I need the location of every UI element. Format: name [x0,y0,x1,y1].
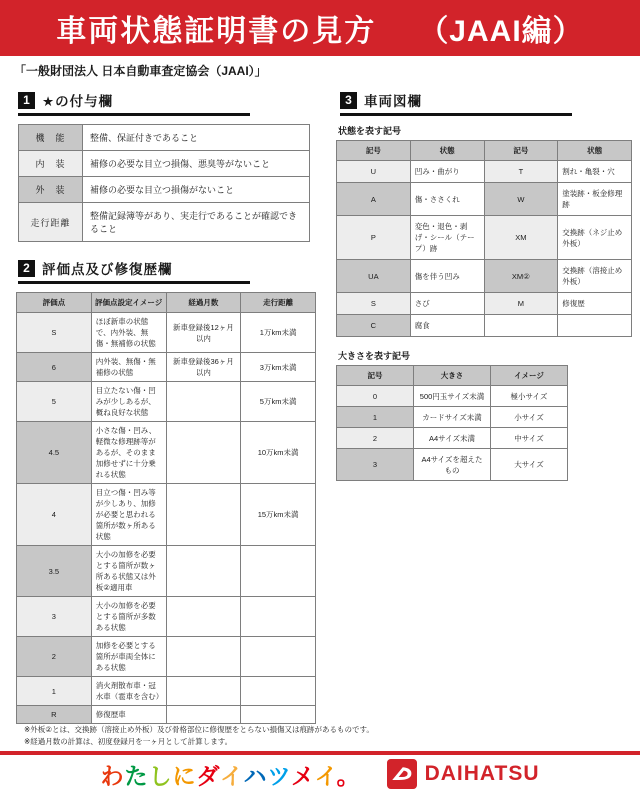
table-cell: 修復歴 [558,293,632,315]
table-cell: 走行距離 [19,203,83,242]
table-cell: 大サイズ [491,449,568,481]
table-cell: T [484,161,558,183]
table-header-cell: 状態 [558,141,632,161]
table-cell: C [337,315,411,337]
table-cell: 3万km未満 [241,353,316,382]
section-number-badge: 2 [18,260,35,277]
daihatsu-wordmark: DAIHATSU [424,762,540,786]
slogan-char: 。 [336,762,361,789]
slogan-char: ハ [243,762,268,789]
table-cell: カードサイズ未満 [414,407,491,428]
table-cell: 目立つ傷・凹み等が少しあり、加修が必要と思われる箇所が数ヶ所ある状態 [91,484,166,546]
table-cell: 消火剤散布車・冠水車（雹車を含む） [91,677,166,706]
section-grade-heading [18,258,250,284]
table-cell: 2 [17,637,92,677]
table-row [337,260,632,293]
table-cell [166,546,241,597]
size-symbols-caption: 大きさを表す記号 [338,351,411,361]
page-title-edition: （JAAI編） [418,15,584,48]
table-row [17,422,316,484]
table-cell [166,422,241,484]
section-star-heading [18,90,250,116]
table-header-cell: 大きさ [414,366,491,386]
table-cell: W [484,183,558,216]
table-cell [484,315,558,337]
table-cell: 整備記録簿等があり、実走行であることが確認できること [83,203,310,242]
table-cell: 2 [337,428,414,449]
table-cell: A [337,183,411,216]
table-cell: 塗装跡・板金修理跡 [558,183,632,216]
footnote-line: ※経過月数の計算は、初度登録月を一ヶ月として計算します。 [24,736,233,746]
table-cell [166,484,241,546]
table-cell: A4サイズを超えたもの [414,449,491,481]
table-header-cell: 評価点設定イメージ [91,293,166,313]
table-cell: 中サイズ [491,428,568,449]
state-symbols-header [337,141,632,161]
table-row [19,177,310,203]
table-cell: 新車登録後12ヶ月以内 [166,313,241,353]
left-column [14,83,320,724]
daihatsu-logo-icon [387,759,417,789]
table-cell: UA [337,260,411,293]
table-row [17,382,316,422]
table-row [337,161,632,183]
table-cell: U [337,161,411,183]
slogan-char: わ [100,762,125,789]
section-grade-title: 評価点及び修復歴欄 [42,262,173,277]
table-cell: 10万km未満 [241,422,316,484]
table-cell [166,597,241,637]
section-star-title: ★の付与欄 [42,94,114,109]
table-cell: 外 装 [19,177,83,203]
table-cell [241,706,316,724]
title-bar [0,0,640,56]
table-cell: 小サイズ [491,407,568,428]
table-cell: ほぼ新車の状態で、内外装、無傷・無補修の状態 [91,313,166,353]
table-cell: 大小の加修を必要とする箇所が数ヶ所ある状態又は外板②適用車 [91,546,166,597]
table-cell: XM② [484,260,558,293]
table-cell: 変色・退色・剥げ・シール（テープ）跡 [410,216,484,260]
table-cell: 内外装、無傷・無補修の状態 [91,353,166,382]
section-number-badge: 3 [340,92,357,109]
table-row [337,315,632,337]
table-cell: A4サイズ未満 [414,428,491,449]
table-row [337,407,568,428]
table-header-cell: 記号 [484,141,558,161]
slogan-char: し [148,762,173,789]
daihatsu-brand [387,759,540,789]
table-cell: S [17,313,92,353]
table-cell: 4 [17,484,92,546]
table-cell: 15万km未満 [241,484,316,546]
table-cell: 腐食 [410,315,484,337]
table-cell: 新車登録後36ヶ月以内 [166,353,241,382]
right-column [336,83,632,724]
content-area [0,81,640,724]
daihatsu-slogan [100,758,360,791]
table-cell [241,546,316,597]
table-cell: 3 [17,597,92,637]
table-cell: 目立たない傷・凹みが少しあるが、概ね良好な状態 [91,382,166,422]
table-cell: 3.5 [17,546,92,597]
table-row [17,353,316,382]
table-cell: 内 装 [19,151,83,177]
table-cell: 極小サイズ [491,386,568,407]
table-cell: 小さな傷・凹み、軽微な修理跡等があるが、そのまま加修せずに十分乗れる状態 [91,422,166,484]
table-cell: 3 [337,449,414,481]
state-symbols-caption: 状態を表す記号 [338,126,402,136]
footer [0,755,640,793]
table-cell: 割れ・亀裂・穴 [558,161,632,183]
slogan-char: に [172,762,197,789]
table-cell: 整備、保証付きであること [83,125,310,151]
page-title: 車両状態証明書の見方 [56,15,377,48]
grade-table-header [17,293,316,313]
table-cell: 4.5 [17,422,92,484]
bottom-area [0,724,640,793]
table-cell: 1万km未満 [241,313,316,353]
table-cell: 0 [337,386,414,407]
table-header-cell: 走行距離 [241,293,316,313]
table-cell: XM [484,216,558,260]
table-cell: 5 [17,382,92,422]
table-cell: 6 [17,353,92,382]
table-cell [166,637,241,677]
table-row [337,386,568,407]
grade-table [16,292,316,724]
table-row [337,216,632,260]
table-cell [241,637,316,677]
state-symbols-table [336,140,632,337]
table-cell: 補修の必要な目立つ損傷、悪臭等がないこと [83,151,310,177]
table-row [19,151,310,177]
section-number-badge: 1 [18,92,35,109]
table-header-cell: 記号 [337,366,414,386]
association-subtitle: 「一般財団法人 日本自動車査定協会（JAAI）」 [14,64,267,78]
size-symbols-table [336,365,568,481]
table-cell: R [17,706,92,724]
table-cell: 500円玉サイズ未満 [414,386,491,407]
section-diagram-title: 車両図欄 [364,94,422,109]
table-cell [241,597,316,637]
table-row [17,637,316,677]
star-criteria-table [18,124,310,242]
table-cell [166,706,241,724]
table-cell [558,315,632,337]
slogan-char: イ [220,762,244,789]
table-cell: 5万km未満 [241,382,316,422]
table-cell: 修復歴車 [91,706,166,724]
table-row [17,313,316,353]
table-cell: 1 [337,407,414,428]
table-cell: M [484,293,558,315]
table-cell: 補修の必要な目立つ損傷がないこと [83,177,310,203]
section-diagram-heading [340,90,572,116]
table-row [337,428,568,449]
table-cell [166,677,241,706]
table-cell: 1 [17,677,92,706]
table-cell: 傷・ささくれ [410,183,484,216]
table-cell: 交換跡（ネジ止め外板） [558,216,632,260]
size-symbols-header [337,366,568,386]
table-cell: さび [410,293,484,315]
slogan-char: メ [291,762,315,789]
table-row [17,597,316,637]
table-cell: 大小の加修を必要とする箇所が多数ある状態 [91,597,166,637]
table-cell: 傷を伴う凹み [410,260,484,293]
slogan-char: ダ [196,762,220,789]
table-header-cell: 記号 [337,141,411,161]
table-row [337,449,568,481]
slogan-char: た [124,762,149,789]
table-cell: 加修を必要とする箇所が車両全体にある状態 [91,637,166,677]
table-header-cell: イメージ [491,366,568,386]
table-row [17,677,316,706]
footnotes [24,724,640,747]
table-row [17,484,316,546]
table-cell: P [337,216,411,260]
slogan-char: ツ [267,762,292,789]
footnote-line: ※外板②とは、交換跡（溶接止め外板）及び骨格部位に修復歴をとらない損傷又は痕跡があるものです。 [24,725,374,734]
table-row [19,203,310,242]
table-cell: S [337,293,411,315]
table-cell [241,677,316,706]
table-row [19,125,310,151]
table-cell: 凹み・曲がり [410,161,484,183]
slogan-char: イ [314,762,337,789]
table-header-cell: 評価点 [17,293,92,313]
table-row [17,546,316,597]
table-cell: 交換跡（溶接止め外板） [558,260,632,293]
table-header-cell: 状態 [410,141,484,161]
table-cell [166,382,241,422]
table-row [337,183,632,216]
table-row [337,293,632,315]
table-header-cell: 経過月数 [166,293,241,313]
table-row [17,706,316,724]
table-cell: 機 能 [19,125,83,151]
